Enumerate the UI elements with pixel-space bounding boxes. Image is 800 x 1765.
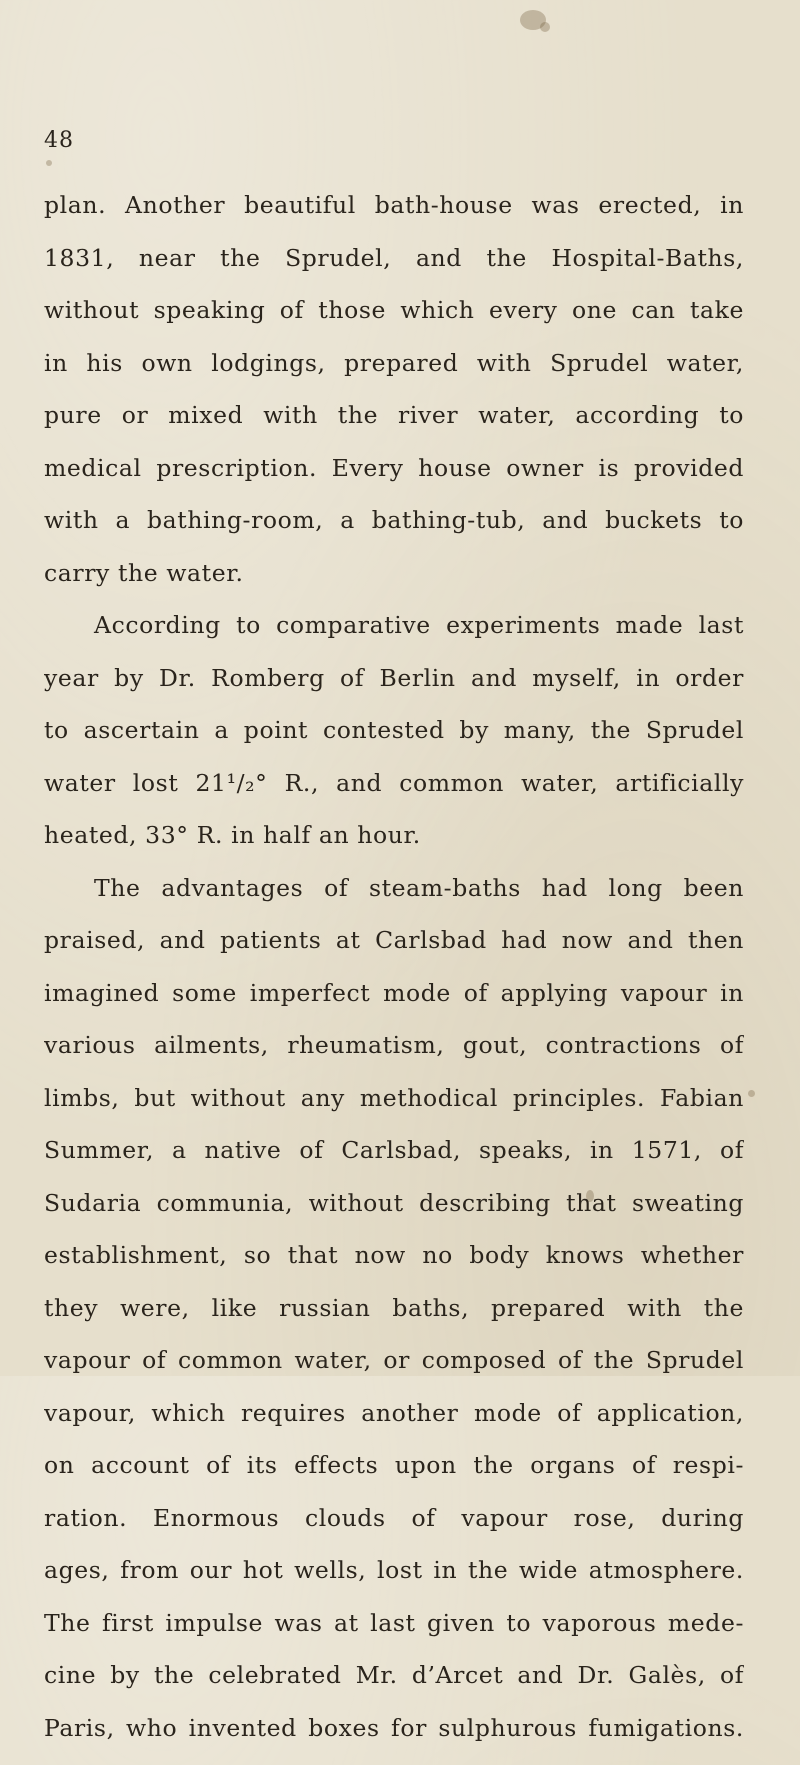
text-line: pure or mixed with the river water, according to: [44, 400, 744, 453]
text-line: 1831, near the Sprudel, and the Hospital-Baths,: [44, 243, 744, 296]
text-line: to ascertain a point contested by many, the Sprudel: [44, 715, 744, 768]
text-line: ration. Enormous clouds of vapour rose, during: [44, 1503, 744, 1556]
text-line: vapour, which requires another mode of application,: [44, 1398, 744, 1451]
text-line: establishment, so that now no body knows whether: [44, 1240, 744, 1293]
text-line: water lost 21¹/₂° R., and common water, artificially: [44, 768, 744, 821]
text-line: praised, and patients at Carlsbad had now and then: [44, 925, 744, 978]
text-line: The advantages of steam-baths had long been: [44, 873, 744, 926]
text-line: in his own lodgings, prepared with Sprudel water,: [44, 348, 744, 401]
ink-blot: [748, 1090, 755, 1097]
text-line: According to comparative experiments made last: [44, 610, 744, 663]
text-line: medical prescription. Every house owner is provided: [44, 453, 744, 506]
text-line: vapour of common water, or composed of the Sprudel: [44, 1345, 744, 1398]
text-line: The first impulse was at last given to vaporous mede-: [44, 1608, 744, 1661]
text-line: with a bathing-room, a bathing-tub, and buckets to: [44, 505, 744, 558]
text-line: carry the water.: [44, 558, 744, 611]
text-line: on account of its effects upon the organs of respi-: [44, 1450, 744, 1503]
ink-blot: [46, 160, 52, 166]
text-line: without speaking of those which every one can take: [44, 295, 744, 348]
text-line: they were, like russian baths, prepared with the: [44, 1293, 744, 1346]
text-line: limbs, but without any methodical principles. Fabian: [44, 1083, 744, 1136]
text-line: plan. Another beautiful bath-house was erected, in: [44, 190, 744, 243]
text-line: cine by the celebrated Mr. d’Arcet and Dr. Galès, of: [44, 1660, 744, 1713]
page-number: 48: [44, 128, 74, 153]
text-line: Sudaria communia, without describing that sweating: [44, 1188, 744, 1241]
ink-blot: [540, 22, 550, 32]
text-line: ages, from our hot wells, lost in the wide atmosphere.: [44, 1555, 744, 1608]
text-line: Summer, a native of Carlsbad, speaks, in 1571, of: [44, 1135, 744, 1188]
text-line: Paris, who invented boxes for sulphurous fumigations.: [44, 1713, 744, 1765]
text-line: heated, 33° R. in half an hour.: [44, 820, 744, 873]
text-line: various ailments, rheumatism, gout, contractions of: [44, 1030, 744, 1083]
body-text: [44, 190, 744, 1765]
text-line: year by Dr. Romberg of Berlin and myself, in order: [44, 663, 744, 716]
text-line: imagined some imperfect mode of applying vapour in: [44, 978, 744, 1031]
